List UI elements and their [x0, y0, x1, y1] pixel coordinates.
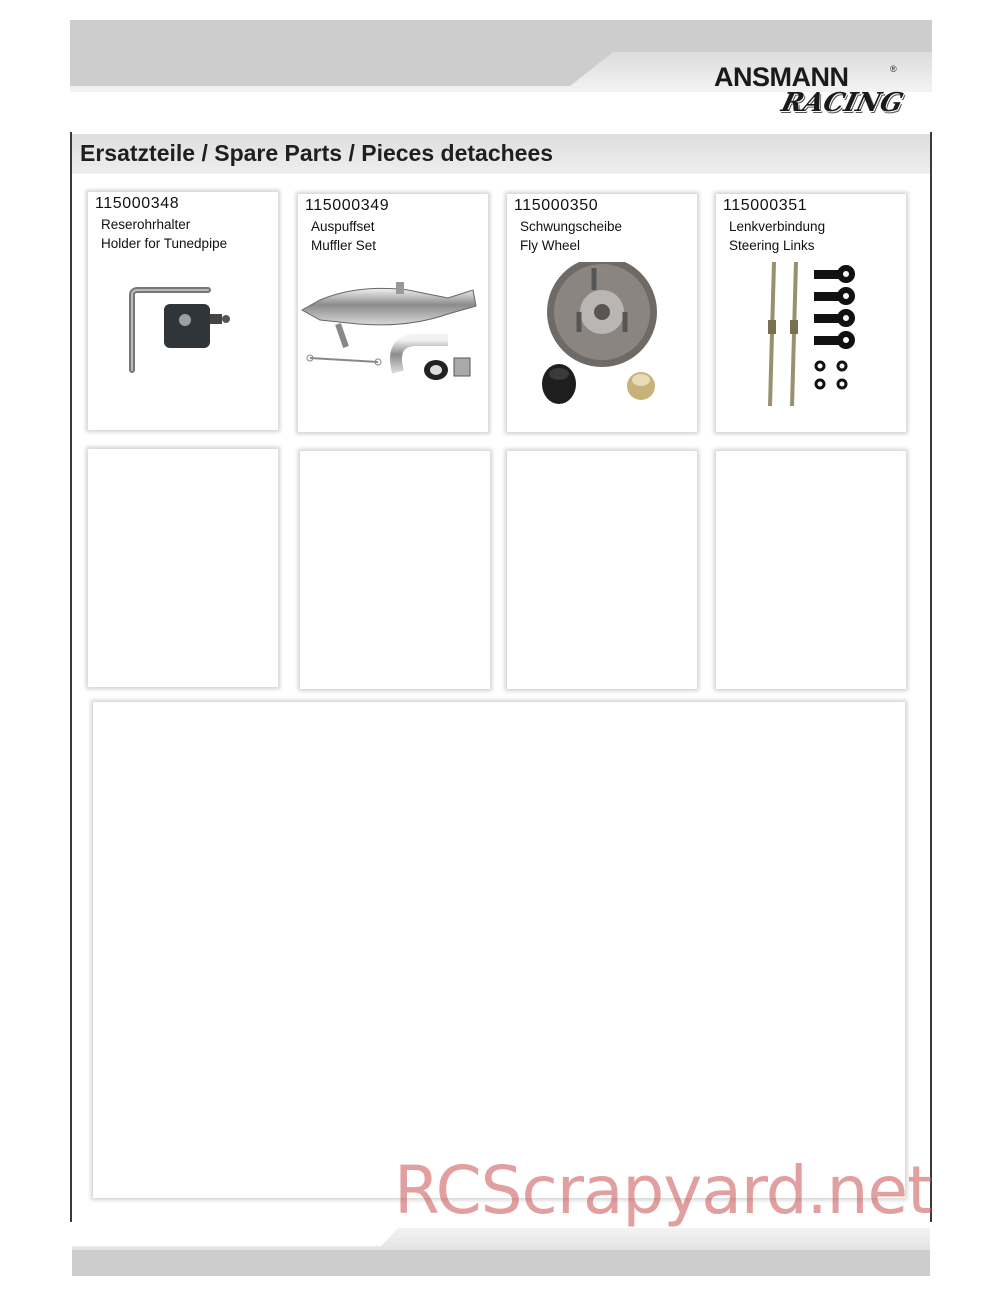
- part-name-de: Reserohrhalter: [101, 217, 191, 232]
- tuned-pipe-holder-icon: [88, 260, 278, 420]
- part-card-115000350: [507, 194, 697, 432]
- watermark: RCScrapyard.net: [394, 1152, 932, 1229]
- section-title: Ersatzteile / Spare Parts / Pieces detachees: [80, 140, 554, 166]
- part-card-115000348: [88, 192, 278, 430]
- logo-registered-mark: ®: [890, 64, 897, 74]
- steering-links-icon: [716, 262, 906, 422]
- logo-sub-text: RACING: [778, 88, 907, 118]
- part-name-en: Steering Links: [729, 238, 815, 253]
- part-card-115000351: [716, 194, 906, 432]
- empty-part-card-2: [300, 451, 490, 689]
- empty-content-box: [93, 702, 905, 1198]
- logo-main-text: ANSMANN: [714, 62, 849, 92]
- part-number: 115000349: [305, 197, 390, 214]
- part-name-de: Schwungscheibe: [520, 219, 623, 234]
- brand-logo: [714, 62, 907, 128]
- part-name-en: Muffler Set: [311, 238, 377, 253]
- empty-part-card-4: [716, 451, 906, 689]
- part-number: 115000348: [95, 195, 180, 212]
- part-card-115000349: [298, 194, 488, 432]
- part-number: 115000350: [514, 197, 599, 214]
- part-name-de: Lenkverbindung: [729, 219, 826, 234]
- empty-part-card-1: [88, 449, 278, 687]
- empty-part-card-3: [507, 451, 697, 689]
- muffler-set-icon: [298, 262, 488, 422]
- part-number: 115000351: [723, 197, 808, 214]
- footer-band: [72, 1250, 930, 1276]
- fly-wheel-icon: [507, 262, 697, 422]
- part-name-en: Fly Wheel: [520, 238, 581, 253]
- part-name-de: Auspuffset: [311, 219, 375, 234]
- part-name-en: Holder for Tunedpipe: [101, 236, 228, 251]
